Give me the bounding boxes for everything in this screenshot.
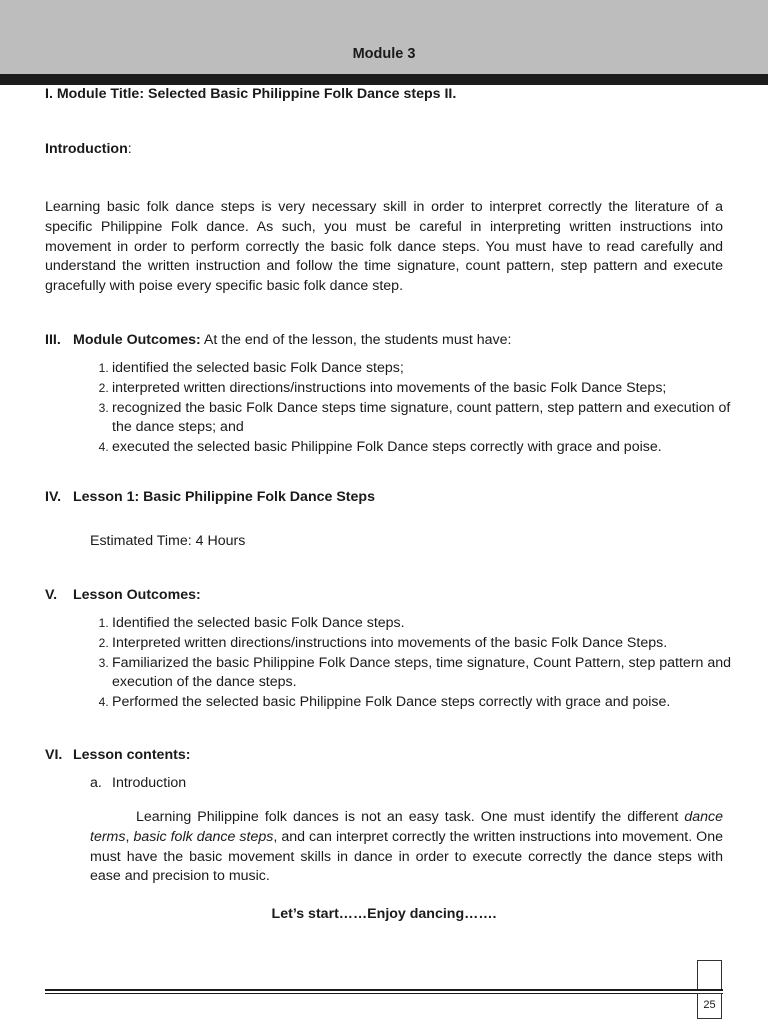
lesson-contents-number: VI. <box>45 747 63 763</box>
list-item: 1. identified the selected basic Folk Dance steps; <box>112 359 752 379</box>
list-item: 2. Interpreted written directions/instructions into movements of the basic Folk Dance Steps. <box>112 634 752 654</box>
list-item: 4. executed the selected basic Philippine Folk Dance steps correctly with grace and poise. <box>112 438 752 458</box>
list-item: 3. recognized the basic Folk Dance steps time signature, count pattern, step pattern and execution of the dance steps; and <box>112 399 752 439</box>
paragraph-text: Learning Philippine folk dances is not an easy task. One must identify the different <box>136 809 685 825</box>
list-item: 2. interpreted written directions/instructions into movements of the basic Folk Dance Steps; <box>112 379 752 399</box>
module-heading: Module 3 <box>352 46 416 62</box>
module-outcomes-heading <box>45 332 511 348</box>
lesson-heading <box>45 489 375 505</box>
estimated-time: Estimated Time: 4 Hours <box>90 533 246 549</box>
module-outcomes-title: Module Outcomes: <box>73 332 201 348</box>
paragraph-text: , <box>125 828 134 845</box>
header-rule <box>0 74 768 85</box>
module-title: I. Module Title: Selected Basic Philippine Folk Dance steps II. <box>45 86 457 102</box>
introduction-paragraph: Learning basic folk dance steps is very necessary skill in order to interpret correctly the literature of a specific Philippine Folk dance. As such, you must be careful in interpreting written instructions into movement in order to perform correctly the basic folk dance steps. You must have to read carefully and understand the written instruction and follow the time signature, count pattern, step pattern and execute gracefully with poise every specific basic folk dance step. <box>45 199 723 295</box>
paragraph-text: , and can interpret correctly the written instructions into movement. One must have the basic movement skills in dance in order to execute correctly the dance steps with ease and precision to music. <box>90 828 724 885</box>
list-item: 3. Familiarized the basic Philippine Folk Dance steps, time signature, Count Pattern, step pattern and execution of the dance steps. <box>112 654 752 694</box>
paragraph-emphasis: basic folk dance steps <box>133 828 274 845</box>
module-outcomes-lead: At the end of the lesson, the students must have: <box>200 332 512 348</box>
page-number-box-top <box>697 960 722 989</box>
footer-rule-thin <box>45 993 723 994</box>
lesson-contents-heading <box>45 747 190 763</box>
module-outcomes-number: III. <box>45 332 61 348</box>
lesson-outcomes-list <box>90 614 752 713</box>
module-outcomes-list <box>90 359 752 458</box>
introduction-heading-line <box>45 141 132 157</box>
sub-label: a. <box>90 775 102 791</box>
sub-title: Introduction <box>112 775 187 791</box>
lesson-contents-title: Lesson contents: <box>73 747 191 763</box>
header-band <box>0 0 768 74</box>
footer-rule <box>45 989 723 991</box>
closing-line: Let’s start……Enjoy dancing……. <box>271 906 497 922</box>
list-item: 1. Identified the selected basic Folk Dance steps. <box>112 614 752 634</box>
lesson-outcomes-number: V. <box>45 587 58 603</box>
lesson-number: IV. <box>45 489 62 505</box>
lesson-contents-paragraph <box>90 808 723 887</box>
lesson-outcomes-title: Lesson Outcomes: <box>73 587 201 603</box>
lesson-contents-subheading <box>90 775 186 791</box>
page-number: 25 <box>697 993 722 1019</box>
list-item: 4. Performed the selected basic Philippine Folk Dance steps correctly with grace and poise. <box>112 693 752 713</box>
lesson-title: Lesson 1: Basic Philippine Folk Dance Steps <box>73 489 375 505</box>
introduction-heading: Introduction <box>45 141 128 157</box>
lesson-outcomes-heading <box>45 587 201 603</box>
paragraph-emphasis: dance terms <box>90 809 723 845</box>
introduction-colon: : <box>127 141 132 157</box>
